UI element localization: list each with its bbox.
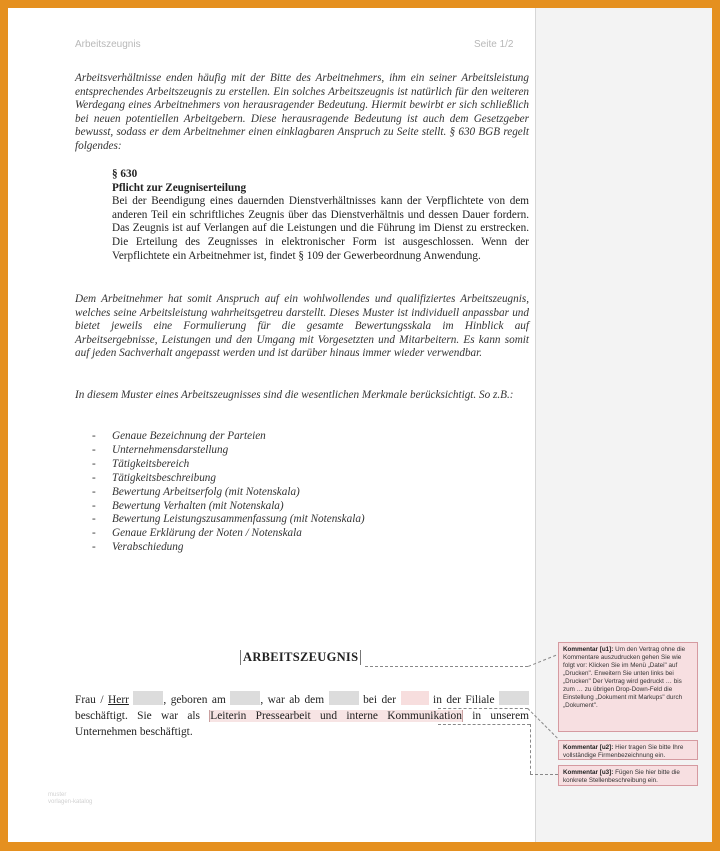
closing-text: in unserem Unternehmen beschäftigt. [75,710,529,738]
company-text: bei der [363,694,397,706]
list-item: - Unternehmensdarstellung [92,444,365,458]
page-header-title: Arbeitszeugnis [75,39,141,50]
name-field[interactable] [133,691,163,705]
list-item: - Genaue Bezeichnung der Parteien [92,430,365,444]
page-header-number: Seite 1/2 [474,39,514,50]
start-text: , war ab dem [260,694,325,706]
watermark-logo: muster vorlagen-katalog [48,792,93,805]
law-paragraph-number: § 630 [112,168,138,180]
birthdate-field[interactable] [230,691,260,705]
comment-text: Hier tragen Sie bitte Ihre vollständige Firmenbezeichnung ein. [563,744,684,759]
comment-label: Kommentar [u1]: [563,646,614,653]
salutation-text: Frau / [75,694,104,706]
comment-connector-line [530,774,558,775]
document-heading[interactable]: ARBEITSZEUGNIS [240,650,361,665]
comment-balloon-3[interactable] [558,765,698,786]
list-item: - Tätigkeitsbeschreibung [92,472,365,486]
comment-text: Fügen Sie hier bitte die konkrete Stellenbeschreibung ein. [563,769,680,784]
comment-label: Kommentar [u2]: [563,744,614,751]
comment-connector-line [438,724,530,725]
branch-field[interactable] [499,691,529,705]
comment-connector-line [530,724,531,774]
list-item: - Tätigkeitsbereich [92,458,365,472]
feature-list [92,430,365,555]
salutation-herr: Herr [108,694,129,706]
branch-text: in der Filiale [433,694,495,706]
employed-text: beschäftigt. Sie war als [75,710,200,722]
law-quote [112,168,529,263]
list-item: - Bewertung Arbeitserfolg (mit Notenskala) [92,486,365,500]
list-item: - Bewertung Leistungszusammenfassung (mit Notenskala) [92,513,365,527]
list-item: - Verabschiedung [92,541,365,555]
comment-balloon-2[interactable] [558,740,698,760]
comment-text: Um den Vertrag ohne die Kommentare auszudrucken gehen Sie wie folgt vor: Klicken Sie im Menü „Datei" auf „Drucken". Erweitern Sie unten links bei „Drucken" Der Vertrag wird gedruckt … bis zum … zu übrigen Drop-Down-Feld die Einstellung „Dokument mit Markups" durch „Dokument". [563,646,686,709]
start-date-field[interactable] [329,691,359,705]
comment-connector-line [365,666,528,667]
company-field[interactable] [401,691,429,705]
features-intro: In diesem Muster eines Arbeitszeugnisses sind die wesentlichen Merkmale berücksichtigt. So z.B.: [75,389,514,401]
description-paragraph: Dem Arbeitnehmer hat somit Anspruch auf ein wohlwollendes und qualifiziertes Arbeitszeugnis, welches seine Arbeitsleistung wahrheitsgetreu darstellt. Dieses Muster ist individuell anpassbar und bietet jeweils eine Formulierung für die gesamte Bewertungsskala im Hinblick auf Arbeitsergebnisse, Leistungen und den Umgang mit Vorgesetzten und Mitarbeitern. Es kann somit auf jeden Sachverhalt angepasst werden und ist darüber hinaus immer wieder verwendbar. [75,293,529,360]
list-item: - Bewertung Verhalten (mit Notenskala) [92,500,365,514]
comment-connector-line [438,708,528,709]
law-title: Pflicht zur Zeugniserteilung [112,181,247,194]
intro-paragraph: Arbeitsverhältnisse enden häufig mit der Bitte des Arbeitnehmers, ihm ein seiner Arbeitsleistung entsprechendes Arbeitszeugnis zu erstellen. Ein solches Arbeitszeugnis ist natürlich für den weiteren Werdegang eines Arbeitnehmers von herausragender Bedeutung. Hiermit bewirbt er sich schließlich bei neuen potentiellen Arbeitgebern. Diese herausragende Bedeutung ist auch dem Gesetzgeber bewusst, sodass er dem Arbeitnehmer einen einklagbaren Anspruch zu Seite stellt. § 630 BGB regelt folgendes: [75,72,529,152]
comment-balloon-1[interactable] [558,642,698,732]
employment-sentence [75,691,529,740]
list-item: - Genaue Erklärung der Noten / Notenskala [92,527,365,541]
born-text: , geboren am [163,694,226,706]
document-page [8,8,712,842]
position-field[interactable]: Leiterin Pressearbeit und interne Kommunikation [210,710,462,722]
comment-label: Kommentar [u3]: [563,769,614,776]
law-text: Bei der Beendigung eines dauernden Dienstverhältnisses kann der Verpflichtete von dem anderen Teil ein schriftliches Zeugnis über das Dienstverhältnis und dessen Dauer fordern. Das Zeugnis ist auf Verlangen auf die Leistungen und die Führung im Dienst zu erstrecken. Die Erteilung des Zeugnisses in elektronischer Form ist ausgeschlossen. Wenn der Verpflichtete ein Arbeitnehmer ist, findet § 109 der Gewerbeordnung Anwendung. [112,195,529,262]
